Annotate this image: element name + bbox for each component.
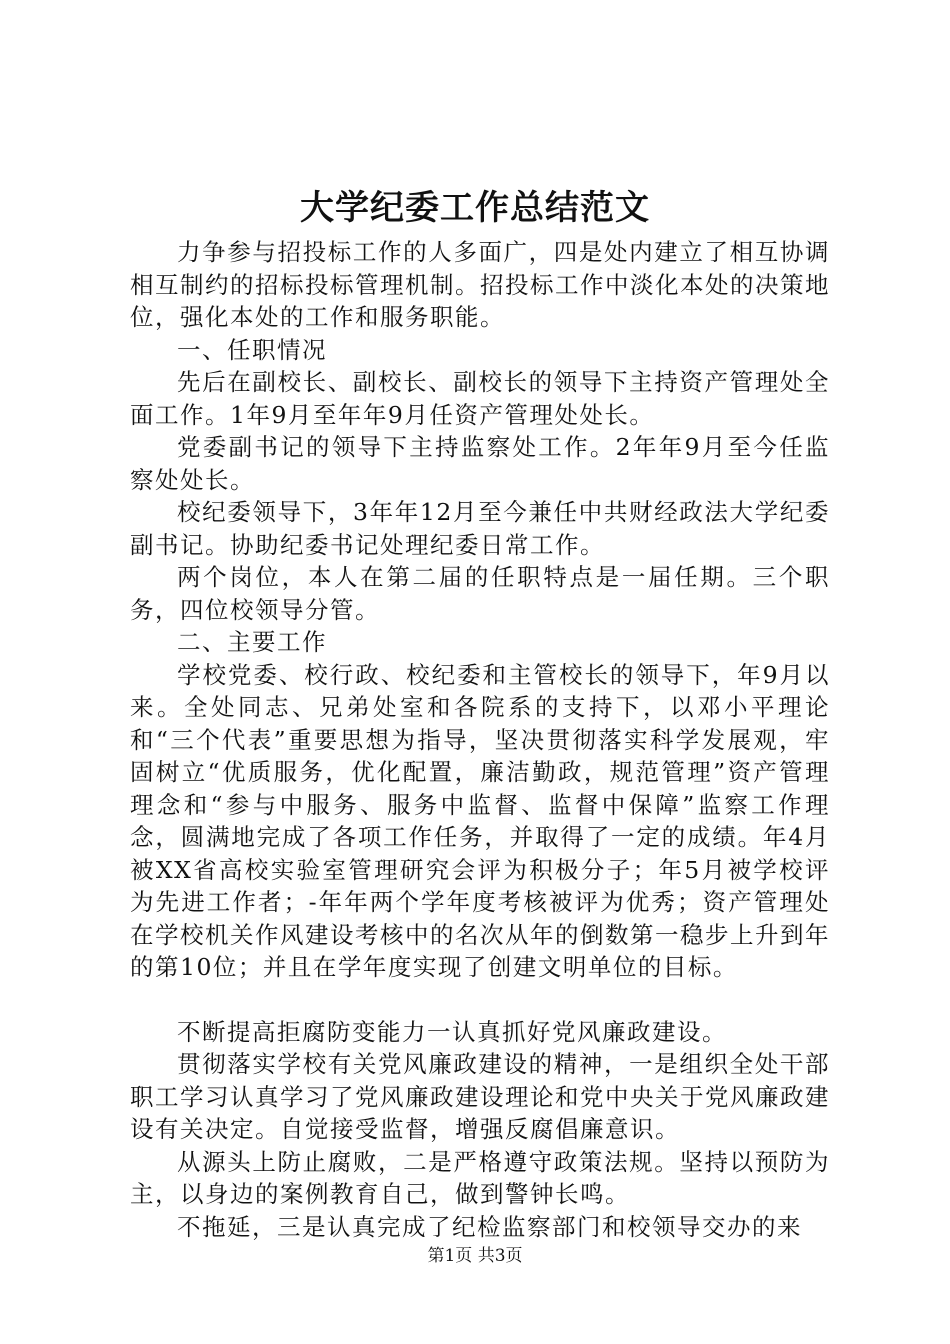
paragraph-2: 先后在副校长、副校长、副校长的领导下主持资产管理处全面工作。1年9月至年年9月任资产管理处处长。 (130, 368, 830, 429)
section-heading-main-work: 二、主要工作 (177, 628, 327, 656)
document-body (130, 236, 830, 1243)
paragraph-7: 不断提高拒腐防变能力一认真抓好党风廉政建设。 (177, 1017, 727, 1046)
paragraph-5: 两个岗位，本人在第二届的任职特点是一届任期。三个职务，四位校领导分管。 (130, 563, 830, 624)
section-heading-appointment: 一、任职情况 (177, 335, 327, 364)
paragraph-4: 校纪委领导下，3年年12月至今兼任中共财经政法大学纪委副书记。协助纪委书记处理纪委日常工作。 (130, 498, 830, 559)
paragraph-8: 贯彻落实学校有关党风廉政建设的精神，一是组织全处干部职工学习认真学习了党风廉政建设理论和党中央关于党风廉政建设有关决定。自觉接受监督，增强反腐倡廉意识。 (130, 1050, 830, 1143)
paragraph-3: 党委副书记的领导下主持监察处工作。2年年9月至今任监察处处长。 (130, 433, 830, 494)
paragraph-10: 不拖延，三是认真完成了纪检监察部门和校领导交办的来 (177, 1212, 802, 1241)
paragraph-1: 力争参与招投标工作的人多面广，四是处内建立了相互协调相互制约的招标投标管理机制。招投标工作中淡化本处的决策地位，强化本处的工作和服务职能。 (130, 238, 830, 331)
document-title: 大学纪委工作总结范文 (300, 188, 650, 228)
paragraph-6: 学校党委、校行政、校纪委和主管校长的领导下，年9月以来。全处同志、兄弟处室和各院系的支持下，以邓小平理论和“三个代表”重要思想为指导，坚决贯彻落实科学发展观，牢固树立“优质服务，优化配置，廉洁勤政，规范管理”资产管理理念和“参与中服务、服务中监督、监督中保障”监察工作理念，圆满地完成了各项工作任务，并取得了一定的成绩。年4月被XX省高校实验室管理研究会评为积极分子；年5月被学校评为先进工作者；-年年两个学年度考核被评为优秀；资产管理处在学校机关作风建设考核中的名次从年的倒数第一稳步上升到年的第10位；并且在学年度实现了创建文明单位的目标。 (130, 660, 830, 981)
paragraph-9: 从源头上防止腐败，二是严格遵守政策法规。坚持以预防为主，以身边的案例教育自己，做到警钟长鸣。 (130, 1147, 830, 1208)
page-footer: 第1页 共3页 (427, 1246, 523, 1266)
